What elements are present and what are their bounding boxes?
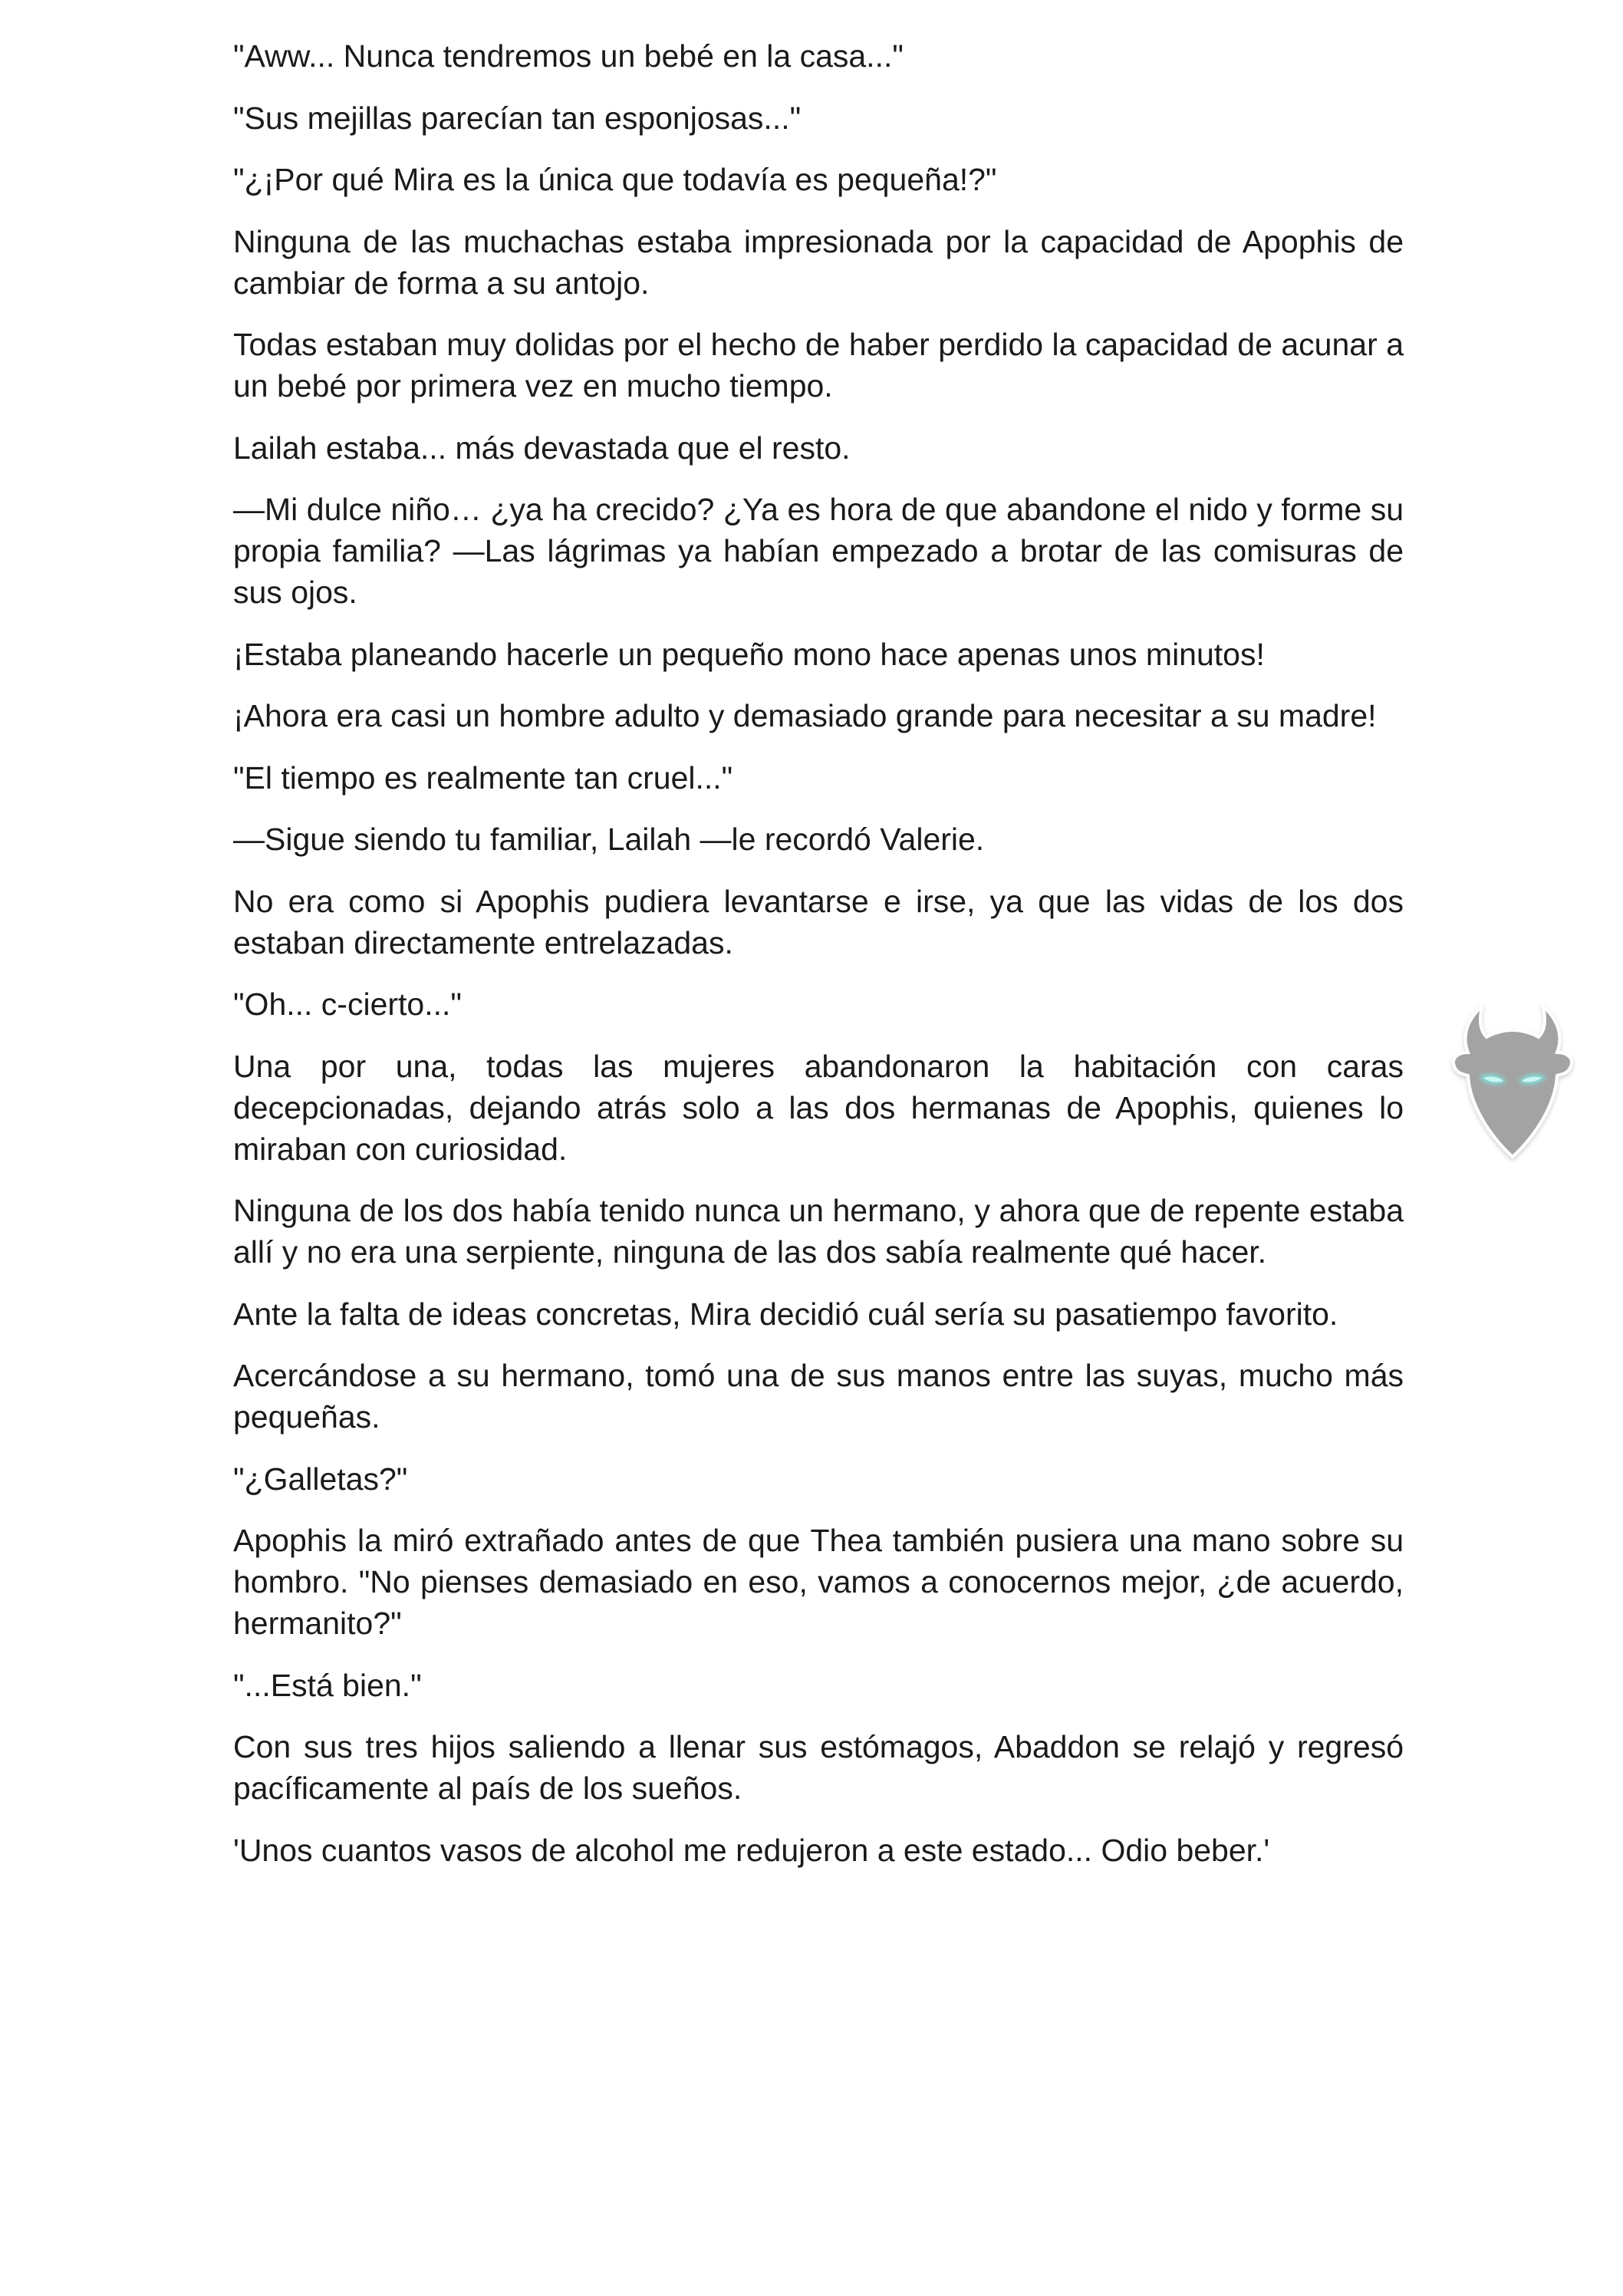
horned-demon-head-icon <box>1436 997 1589 1166</box>
paragraph-19: Apophis la miró extrañado antes de que Thea también pusiera una mano sobre su hombro. "No pienses demasiado en eso, vamos a conocernos mejor, ¿de acuerdo, hermanito?" <box>233 1523 1404 1641</box>
document-body <box>233 35 1404 1891</box>
paragraph-15: Ninguna de los dos había tenido nunca un hermano, y ahora que de repente estaba allí y no era una serpiente, ninguna de las dos sabía realmente qué hacer. <box>233 1193 1404 1270</box>
paragraph-18: "¿Galletas?" <box>233 1461 408 1497</box>
paragraph-8: ¡Estaba planeando hacerle un pequeño mono hace apenas unos minutos! <box>233 636 1265 672</box>
paragraph-3: "¿¡Por qué Mira es la única que todavía es pequeña!?" <box>233 162 997 197</box>
paragraph-9: ¡Ahora era casi un hombre adulto y demasiado grande para necesitar a su madre! <box>233 698 1377 733</box>
paragraph-20: "...Está bien." <box>233 1667 422 1703</box>
paragraph-11: —Sigue siendo tu familiar, Lailah —le recordó Valerie. <box>233 822 985 857</box>
paragraph-13: "Oh... c-cierto..." <box>233 987 462 1022</box>
paragraph-7: —Mi dulce niño… ¿ya ha crecido? ¿Ya es hora de que abandone el nido y forme su propia familia? —Las lágrimas ya habían empezado a brotar de las comisuras de sus ojos. <box>233 492 1404 610</box>
paragraph-1: "Aww... Nunca tendremos un bebé en la casa..." <box>233 38 904 74</box>
paragraph-17: Acercándose a su hermano, tomó una de sus manos entre las suyas, mucho más pequeñas. <box>233 1358 1404 1435</box>
paragraph-2: "Sus mejillas parecían tan esponjosas..." <box>233 100 802 136</box>
watermark-logo <box>1436 997 1589 1166</box>
paragraph-5: Todas estaban muy dolidas por el hecho de haber perdido la capacidad de acunar a un bebé por primera vez en mucho tiempo. <box>233 327 1404 404</box>
paragraph-10: "El tiempo es realmente tan cruel..." <box>233 759 733 796</box>
paragraph-16: Ante la falta de ideas concretas, Mira decidió cuál sería su pasatiempo favorito. <box>233 1296 1338 1332</box>
paragraph-4: Ninguna de las muchachas estaba impresionada por la capacidad de Apophis de cambiar de forma a su antojo. <box>233 223 1404 301</box>
paragraph-6: Lailah estaba... más devastada que el resto. <box>233 430 851 466</box>
paragraph-21: Con sus tres hijos saliendo a llenar sus estómagos, Abaddon se relajó y regresó pacíficamente al país de los sueños. <box>233 1729 1404 1806</box>
paragraph-22: 'Unos cuantos vasos de alcohol me redujeron a este estado... Odio beber.' <box>233 1832 1270 1868</box>
paragraph-14: Una por una, todas las mujeres abandonaron la habitación con caras decepcionadas, dejando atrás solo a las dos hermanas de Apophis, quienes lo miraban con curiosidad. <box>233 1048 1404 1167</box>
paragraph-12: No era como si Apophis pudiera levantarse e irse, ya que las vidas de los dos estaban directamente entrelazadas. <box>233 883 1404 960</box>
